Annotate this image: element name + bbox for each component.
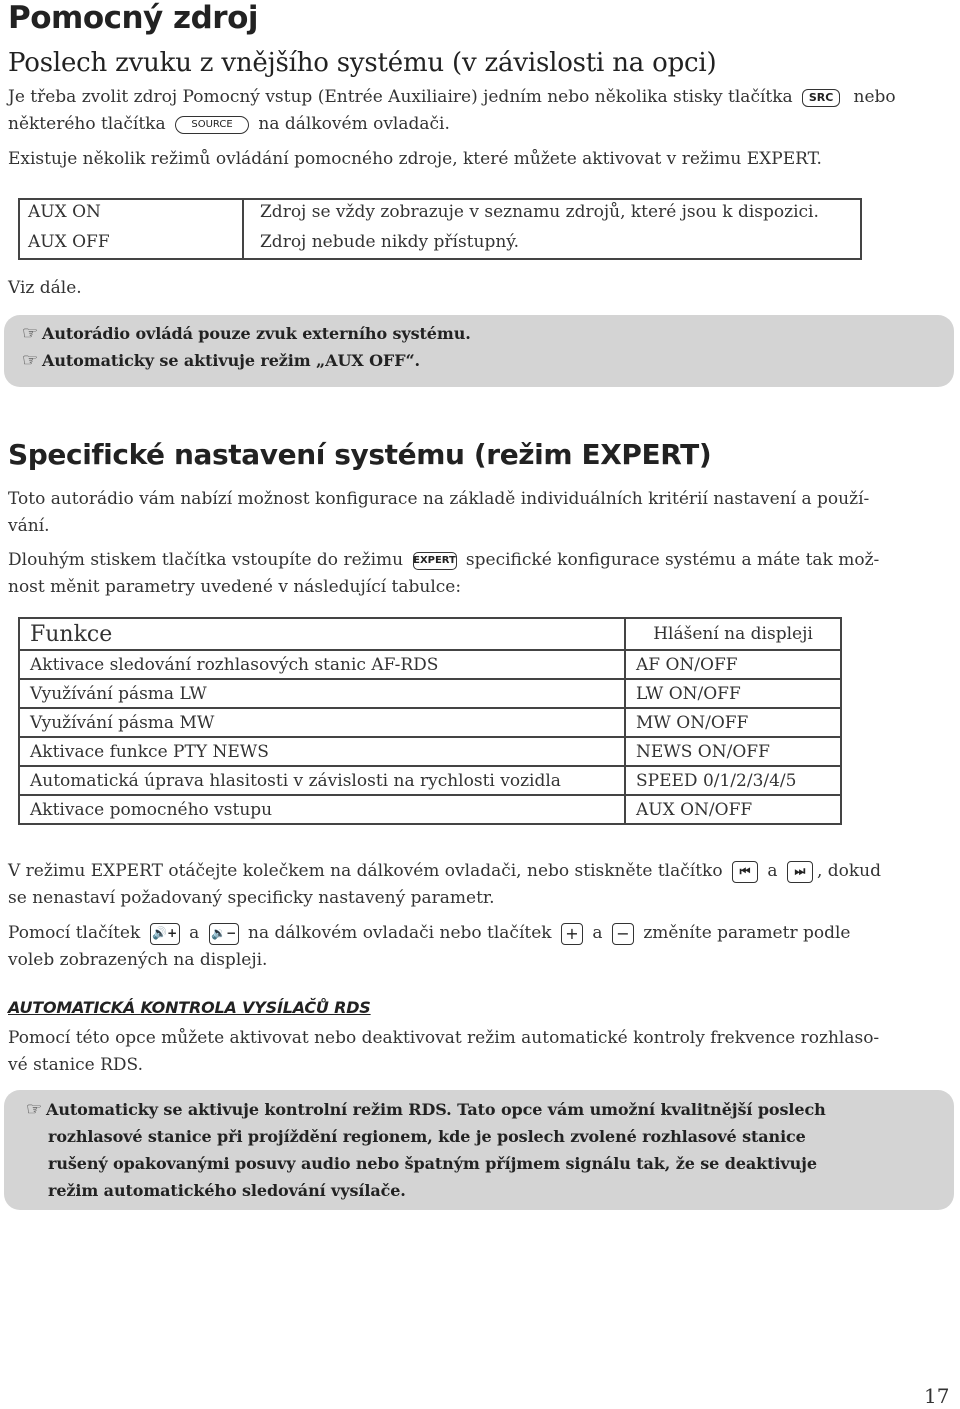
plus-icon: + <box>561 923 583 945</box>
display-cell: LW ON/OFF <box>625 679 841 708</box>
table-header-row <box>19 618 841 650</box>
note-text: Automaticky se aktivuje režim „AUX OFF“. <box>42 351 421 370</box>
function-cell: Aktivace sledování rozhlasových stanic AF-RDS <box>19 650 625 679</box>
aux-on-desc: Zdroj se vždy zobrazuje v seznamu zdrojů, které jsou k dispozici. <box>260 202 819 222</box>
conjunction-text: a <box>189 923 200 943</box>
note-text: Automaticky se aktivuje kontrolní režim RDS. Tato opce vám umožní kvalitnější poslech <box>46 1100 826 1119</box>
display-cell: MW ON/OFF <box>625 708 841 737</box>
header-display: Hlášení na displeji <box>625 618 841 650</box>
header-function: Funkce <box>19 618 625 650</box>
after-text-e: změníte parametr podle <box>643 923 851 943</box>
expert-button-icon: EXPERT <box>413 552 457 570</box>
expert-para-1-line-1: Toto autorádio vám nabízí možnost konfigurace na základě individuálních kritérií nastavení a použí- <box>8 489 870 509</box>
intro-text-1a: Je třeba zvolit zdroj Pomocný vstup (Entrée Auxiliaire) jedním nebo několika stisky tlačítka <box>8 87 793 107</box>
note-item: rušený opakovanými posuvy audio nebo špatným příjmem signálu tak, že se deaktivuje <box>48 1154 817 1173</box>
function-cell: Aktivace pomocného vstupu <box>19 795 625 824</box>
section-heading-rds: AUTOMATICKÁ KONTROLA VYSÍLAČŮ RDS <box>8 998 371 1017</box>
rds-para-line-1: Pomocí této opce můžete aktivovat nebo deaktivovat režim automatické kontroly frekvence rozhlaso- <box>8 1028 880 1048</box>
function-table <box>18 617 842 825</box>
section-heading-expert: Specifické nastavení systému (režim EXPERT) <box>8 438 712 471</box>
page-number: 17 <box>924 1384 950 1408</box>
table-row <box>19 679 841 708</box>
function-cell: Využívání pásma LW <box>19 679 625 708</box>
display-cell: AF ON/OFF <box>625 650 841 679</box>
expert-text-a: Dlouhým stiskem tlačítka vstoupíte do režimu <box>8 550 404 570</box>
aux-mode-table <box>18 198 862 260</box>
intro-line-3: Existuje několik režimů ovládání pomocného zdroje, které můžete aktivovat v režimu EXPERT. <box>8 149 822 169</box>
note-item: rozhlasové stanice při projíždění regionem, kde je poslech zvolené rozhlasové stanice <box>48 1127 806 1146</box>
table-divider <box>242 200 244 258</box>
rds-para-line-2: vé stanice RDS. <box>8 1055 144 1075</box>
page-title: Pomocný zdroj <box>8 0 259 36</box>
function-cell: Automatická úprava hlasitosti v závislosti na rychlosti vozidla <box>19 766 625 795</box>
aux-on-label: AUX ON <box>28 202 101 222</box>
after-text-d: na dálkovém ovladači nebo tlačítek <box>248 923 552 943</box>
intro-text-1b: nebo <box>853 87 896 107</box>
after-table-line-4: voleb zobrazených na displeji. <box>8 950 268 970</box>
after-table-line-1 <box>8 858 954 885</box>
intro-text-2b: na dálkovém ovladači. <box>258 114 450 134</box>
table-row <box>19 766 841 795</box>
after-table-line-3 <box>8 920 954 947</box>
note-text: Autorádio ovládá pouze zvuk externího systému. <box>42 324 471 343</box>
volume-up-icon: 🔊+ <box>150 923 180 945</box>
expert-text-b: specifické konfigurace systému a máte tak mož- <box>465 550 880 570</box>
display-cell: AUX ON/OFF <box>625 795 841 824</box>
after-table-line-2: se nenastaví požadovaný specificky nastavený parametr. <box>8 888 495 908</box>
table-row <box>19 708 841 737</box>
intro-text-2a: některého tlačítka <box>8 114 166 134</box>
note-item: režim automatického sledování vysílače. <box>48 1181 406 1200</box>
page-subtitle: Poslech zvuku z vnějšího systému (v závislosti na opci) <box>8 48 717 78</box>
pointing-hand-icon: ☞ <box>22 323 39 344</box>
minus-icon: − <box>612 923 634 945</box>
after-text-b: , dokud <box>816 861 881 881</box>
after-text-a: V režimu EXPERT otáčejte kolečkem na dálkovém ovladači, nebo stiskněte tlačítko <box>8 861 723 881</box>
pointing-hand-icon: ☞ <box>26 1099 43 1120</box>
src-button-icon: SRC <box>802 89 840 107</box>
intro-line-2 <box>8 111 954 138</box>
after-text-c: Pomocí tlačítek <box>8 923 141 943</box>
note-item <box>22 347 954 374</box>
aux-off-label: AUX OFF <box>28 232 110 252</box>
table-row <box>19 650 841 679</box>
see-below-text: Viz dále. <box>8 278 82 298</box>
display-cell: NEWS ON/OFF <box>625 737 841 766</box>
previous-track-icon: ⏮ <box>732 861 758 883</box>
source-button-icon: SOURCE <box>175 116 249 134</box>
table-row <box>19 795 841 824</box>
conjunction-text: a <box>767 861 778 881</box>
table-row <box>19 737 841 766</box>
expert-para-2-line-1 <box>8 547 954 574</box>
expert-para-2-line-2: nost měnit parametry uvedené v následující tabulce: <box>8 577 462 597</box>
note-item <box>22 320 954 347</box>
volume-down-icon: 🔉− <box>209 923 239 945</box>
expert-para-1-line-2: vání. <box>8 516 50 536</box>
conjunction-text: a <box>592 923 603 943</box>
note-box-rds <box>4 1090 954 1210</box>
note-item <box>26 1096 954 1123</box>
pointing-hand-icon: ☞ <box>22 350 39 371</box>
display-cell: SPEED 0/1/2/3/4/5 <box>625 766 841 795</box>
note-box-aux <box>4 315 954 387</box>
next-track-icon: ⏭ <box>787 861 813 883</box>
intro-line-1 <box>8 84 954 111</box>
function-cell: Využívání pásma MW <box>19 708 625 737</box>
function-cell: Aktivace funkce PTY NEWS <box>19 737 625 766</box>
aux-off-desc: Zdroj nebude nikdy přístupný. <box>260 232 520 252</box>
